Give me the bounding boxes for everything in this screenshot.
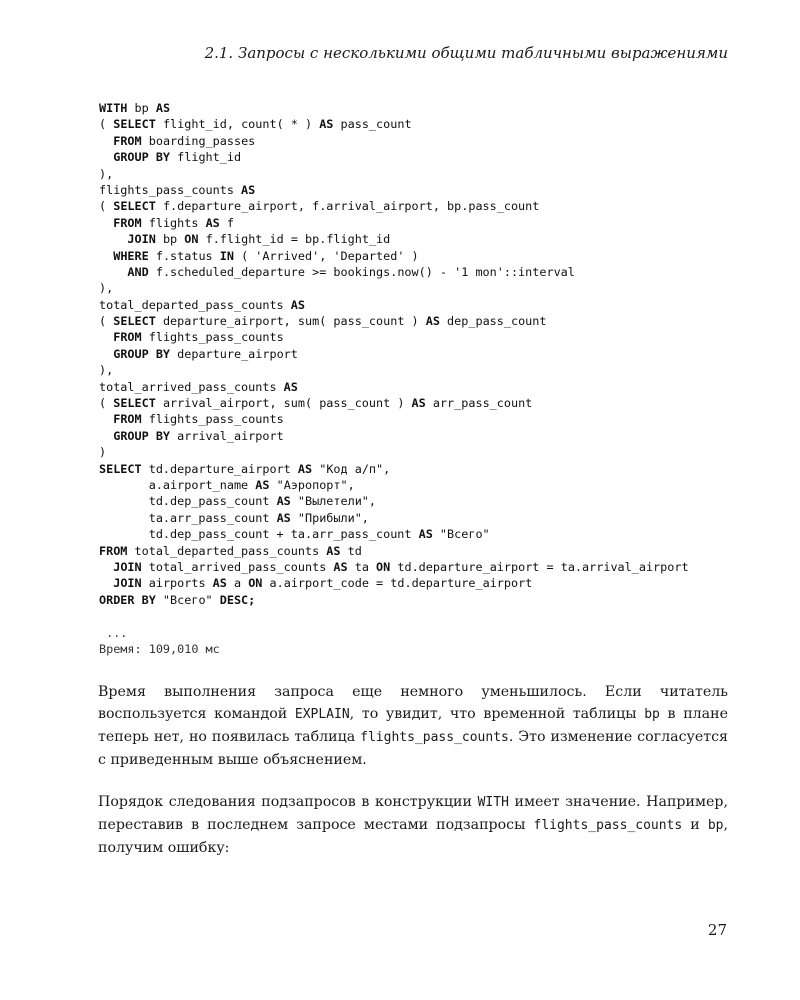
- code-text: a: [226, 576, 249, 591]
- code-text: ta.arr_pass_count: [99, 510, 277, 525]
- sql-keyword: FROM: [113, 133, 142, 148]
- sql-keyword: AS: [276, 494, 291, 509]
- code-text: [99, 265, 127, 279]
- code-text: ),: [99, 166, 114, 181]
- code-text: arr_pass_count: [425, 396, 533, 411]
- code-text: arrival_airport: [170, 428, 284, 443]
- sql-keyword: FROM: [99, 543, 128, 558]
- code-text: bp: [127, 101, 156, 115]
- sql-keyword: DESC;: [219, 592, 256, 607]
- sql-keyword: AS: [297, 461, 313, 476]
- sql-keyword: AS: [411, 396, 426, 411]
- paragraph-text: . Это изменение согласуется с приведенным выше объяснением.: [98, 729, 729, 768]
- sql-keyword: AS: [333, 559, 348, 574]
- code-line: [99, 346, 739, 362]
- code-line: [99, 493, 739, 509]
- code-text: total_arrived_pass_counts: [99, 379, 284, 394]
- code-text: boarding_passes: [141, 133, 256, 148]
- inline-code: bp: [707, 818, 724, 833]
- code-line: [99, 149, 739, 165]
- sql-keyword: AS: [276, 510, 291, 525]
- code-text: ): [99, 445, 107, 460]
- paragraph-text: Порядок следования подзапросов в конструкции: [98, 794, 478, 810]
- code-text: [99, 347, 113, 361]
- sql-keyword: FROM: [113, 215, 142, 230]
- code-text: ta: [347, 559, 377, 574]
- code-text: [99, 560, 113, 574]
- code-text: arrival_airport, sum( pass_count ): [155, 396, 412, 411]
- sql-keyword: AS: [255, 477, 270, 492]
- code-text: "Всего": [432, 527, 490, 542]
- inline-code: flights_pass_counts: [533, 818, 683, 833]
- code-line: [99, 395, 739, 411]
- sql-keyword: GROUP BY: [113, 150, 171, 165]
- inline-code: flights_pass_counts: [360, 730, 509, 745]
- output-text: ...: [99, 625, 128, 640]
- code-text: f.scheduled_departure >= bookings.now() - '1 mon'::interval: [148, 264, 575, 279]
- inline-code: EXPLAIN: [294, 707, 350, 722]
- code-line: [99, 510, 739, 526]
- sql-keyword: WITH: [99, 101, 128, 115]
- code-text: [99, 576, 113, 590]
- code-text: [99, 150, 113, 164]
- code-line: [99, 231, 739, 247]
- code-line: [99, 182, 739, 198]
- code-text: dep_pass_count: [439, 314, 547, 329]
- code-text: "Вылетели",: [290, 494, 377, 509]
- sql-keyword: FROM: [113, 412, 142, 427]
- code-text: [99, 216, 113, 230]
- code-line: [99, 526, 739, 542]
- sql-keyword: SELECT: [113, 199, 156, 214]
- sql-keyword: JOIN: [113, 576, 142, 591]
- code-text: bp: [155, 232, 185, 247]
- sql-keyword: AS: [418, 527, 433, 542]
- sql-keyword: SELECT: [113, 314, 156, 329]
- code-line: [99, 100, 739, 116]
- code-text: [99, 412, 113, 426]
- sql-keyword: AS: [241, 182, 256, 197]
- code-text: total_arrived_pass_counts: [141, 559, 334, 574]
- sql-code-block: [99, 100, 739, 657]
- code-text: td.dep_pass_count + ta.arr_pass_count: [99, 527, 419, 542]
- running-head: 2.1. Запросы с несколькими общими табличными выражениями: [204, 44, 728, 62]
- sql-keyword: WHERE: [113, 248, 149, 263]
- code-text: [99, 134, 113, 148]
- code-line: [99, 477, 739, 493]
- code-text: flights_pass_counts: [141, 330, 284, 345]
- code-line: [99, 264, 739, 280]
- code-text: a.airport_name: [99, 477, 256, 492]
- code-text: (: [99, 199, 114, 214]
- code-text: "Прибыли",: [290, 510, 369, 525]
- sql-keyword: JOIN: [113, 559, 142, 574]
- code-text: "Всего": [155, 592, 220, 607]
- page-number: 27: [707, 921, 727, 939]
- sql-keyword: AS: [155, 101, 171, 115]
- code-text: [99, 232, 127, 246]
- code-text: flight_id: [170, 150, 242, 165]
- code-text: flights: [141, 215, 206, 230]
- sql-keyword: AS: [290, 297, 305, 312]
- code-text: flights_pass_counts: [141, 412, 284, 427]
- code-text: "Аэропорт",: [269, 477, 355, 492]
- code-line: [99, 133, 739, 149]
- code-text: total_departed_pass_counts: [127, 543, 327, 558]
- code-line: [99, 411, 739, 427]
- code-text: (: [99, 314, 114, 329]
- code-text: td.departure_airport: [141, 461, 298, 476]
- sql-keyword: AS: [425, 314, 440, 329]
- query-output-line: [99, 608, 739, 624]
- body-paragraph: [98, 681, 728, 771]
- code-text: ),: [99, 363, 114, 378]
- code-line: [99, 543, 739, 559]
- code-text: td: [340, 543, 362, 558]
- code-line: [99, 362, 739, 378]
- code-text: departure_airport: [170, 346, 298, 361]
- code-text: (: [99, 396, 114, 411]
- code-text: ),: [99, 281, 114, 296]
- inline-code: WITH: [477, 795, 509, 810]
- code-text: [99, 249, 113, 263]
- code-line: [99, 297, 739, 313]
- paragraph-text: имеет значение. Например, переставив в последнем запросе местами подзапросы: [98, 794, 728, 833]
- code-text: airports: [141, 576, 213, 591]
- code-line: [99, 215, 739, 231]
- code-text: td.departure_airport = ta.arrival_airport: [390, 559, 689, 574]
- code-line: [99, 428, 739, 444]
- sql-keyword: AS: [283, 379, 298, 394]
- sql-keyword: GROUP BY: [113, 346, 171, 361]
- sql-keyword: SELECT: [99, 461, 142, 476]
- code-line: [99, 461, 739, 477]
- code-text: flights_pass_counts: [99, 182, 242, 197]
- code-line: [99, 116, 739, 132]
- code-text: (: [99, 117, 114, 132]
- sql-keyword: AND: [127, 264, 149, 279]
- query-output-line: [99, 641, 739, 657]
- code-line: [99, 198, 739, 214]
- paragraph-text: , получим ошибку:: [98, 817, 729, 856]
- code-line: [99, 329, 739, 345]
- query-output-line: [99, 625, 739, 641]
- code-text: a.airport_code = td.departure_airport: [262, 576, 533, 591]
- code-text: pass_count: [333, 117, 412, 132]
- paragraph-text: , то увидит, что временной таблицы: [349, 706, 645, 722]
- sql-keyword: ORDER BY: [99, 592, 156, 607]
- code-text: f.status: [148, 248, 220, 263]
- sql-keyword: SELECT: [113, 117, 156, 132]
- sql-keyword: AS: [319, 117, 334, 132]
- sql-keyword: GROUP BY: [113, 428, 171, 443]
- code-line: [99, 444, 739, 460]
- code-text: f.flight_id = bp.flight_id: [198, 232, 391, 247]
- sql-keyword: AS: [212, 576, 227, 591]
- code-line: [99, 379, 739, 395]
- sql-keyword: AS: [205, 215, 220, 230]
- paragraph-text: в плане теперь нет, но появилась таблица: [98, 706, 728, 745]
- code-text: f: [219, 215, 234, 230]
- sql-keyword: AS: [326, 543, 341, 558]
- body-paragraph: [98, 791, 728, 859]
- paragraph-text: Время выполнения запроса еще немного уменьшилось. Если читатель воспользуется командой: [98, 684, 728, 722]
- code-text: ( 'Arrived', 'Departed' ): [233, 248, 419, 263]
- sql-keyword: JOIN: [127, 232, 156, 247]
- code-text: td.dep_pass_count: [99, 494, 277, 509]
- sql-keyword: ON: [248, 576, 263, 591]
- code-text: flight_id, count( * ): [155, 117, 320, 132]
- sql-keyword: ON: [184, 232, 199, 247]
- sql-keyword: FROM: [113, 330, 142, 345]
- code-text: "Код а/п",: [312, 461, 391, 476]
- code-line: [99, 592, 739, 608]
- code-text: [99, 429, 113, 443]
- output-text: Время: 109,010 мс: [99, 641, 220, 656]
- code-text: [99, 330, 113, 344]
- code-line: [99, 575, 739, 591]
- sql-keyword: IN: [219, 248, 234, 263]
- paragraph-text: и: [682, 817, 708, 833]
- code-line: [99, 559, 739, 575]
- code-line: [99, 313, 739, 329]
- code-text: f.departure_airport, f.arrival_airport, bp.pass_count: [155, 199, 540, 214]
- code-text: departure_airport, sum( pass_count ): [155, 314, 426, 329]
- code-line: [99, 248, 739, 264]
- code-line: [99, 280, 739, 296]
- inline-code: bp: [644, 707, 660, 722]
- sql-keyword: SELECT: [113, 396, 156, 411]
- code-text: total_departed_pass_counts: [99, 297, 291, 312]
- code-line: [99, 166, 739, 182]
- sql-keyword: ON: [376, 559, 391, 574]
